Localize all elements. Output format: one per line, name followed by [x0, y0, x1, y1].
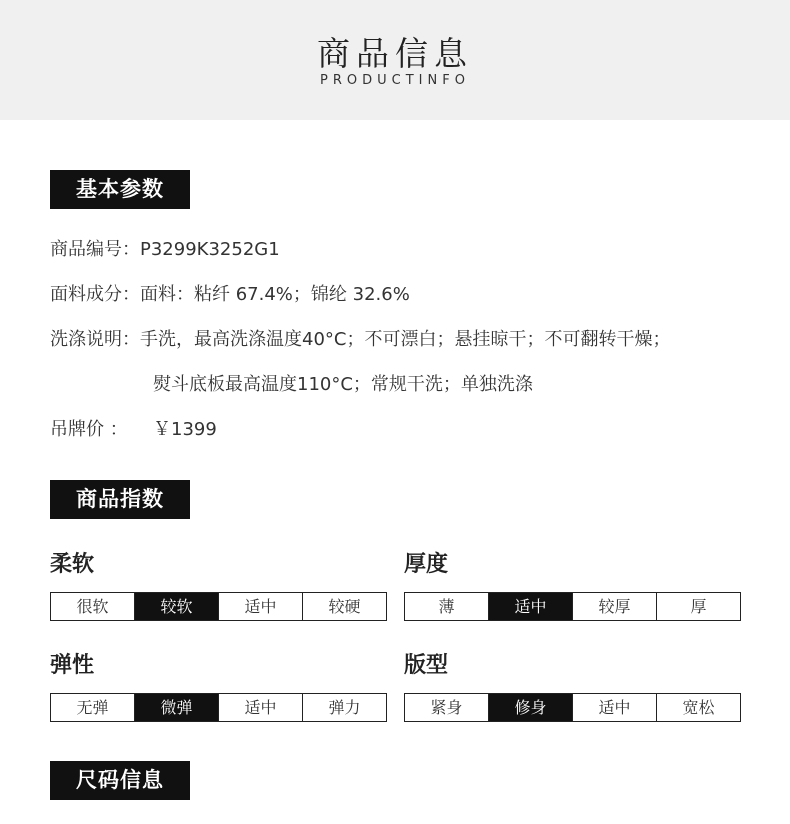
thickness-option: 适中 [488, 593, 572, 620]
wash-label: 洗涤说明： [50, 329, 140, 350]
sku-value: P3299K3252G1 [140, 239, 280, 260]
section-basic-params: 基本参数 [50, 170, 190, 209]
softness-option: 较硬 [302, 593, 386, 620]
page-title: 商品信息 [317, 34, 473, 73]
fabric-value: 面料：粘纤 67.4%；锦纶 32.6% [140, 284, 410, 305]
fit-option: 宽松 [656, 694, 740, 721]
wash-row-2 [153, 373, 533, 397]
fabric-row [50, 283, 410, 307]
section-product-index: 商品指数 [50, 480, 190, 519]
section-size-info: 尺码信息 [50, 761, 190, 800]
fit-option: 修身 [488, 694, 572, 721]
softness-scale [50, 592, 387, 621]
sku-row [50, 238, 280, 262]
elasticity-option: 微弹 [134, 694, 218, 721]
softness-option: 很软 [76, 597, 109, 616]
fit-scale [404, 693, 741, 722]
elasticity-option: 适中 [218, 694, 302, 721]
elasticity-option: 无弹 [76, 698, 109, 717]
price-row [50, 418, 217, 442]
index-title-elasticity: 弹性 [50, 653, 95, 678]
index-title-thickness: 厚度 [404, 552, 449, 577]
price-label: 吊牌价 ： [50, 419, 128, 440]
elasticity-option: 弹力 [302, 694, 386, 721]
softness-option: 较软 [134, 593, 218, 620]
wash-value-line1: 手洗，最高洗涤温度40°C；不可漂白；悬挂晾干；不可翻转干燥； [140, 329, 671, 350]
index-title-fit: 版型 [404, 653, 449, 678]
sku-label: 商品编号： [50, 239, 140, 260]
index-title-softness: 柔软 [50, 552, 95, 577]
thickness-option: 薄 [438, 597, 455, 616]
wash-row [50, 328, 670, 352]
softness-option: 适中 [218, 593, 302, 620]
thickness-option: 较厚 [572, 593, 656, 620]
header-banner [0, 0, 790, 120]
fit-option: 适中 [572, 694, 656, 721]
thickness-scale [404, 592, 741, 621]
elasticity-scale [50, 693, 387, 722]
wash-value-line2: 熨斗底板最高温度110°C；常规干洗；单独洗涤 [153, 374, 533, 395]
page-subtitle: PRODUCTINFO [320, 73, 470, 88]
fit-option: 紧身 [430, 698, 463, 717]
price-value: ￥1399 [153, 419, 217, 440]
thickness-option: 厚 [656, 593, 740, 620]
fabric-label: 面料成分： [50, 284, 140, 305]
